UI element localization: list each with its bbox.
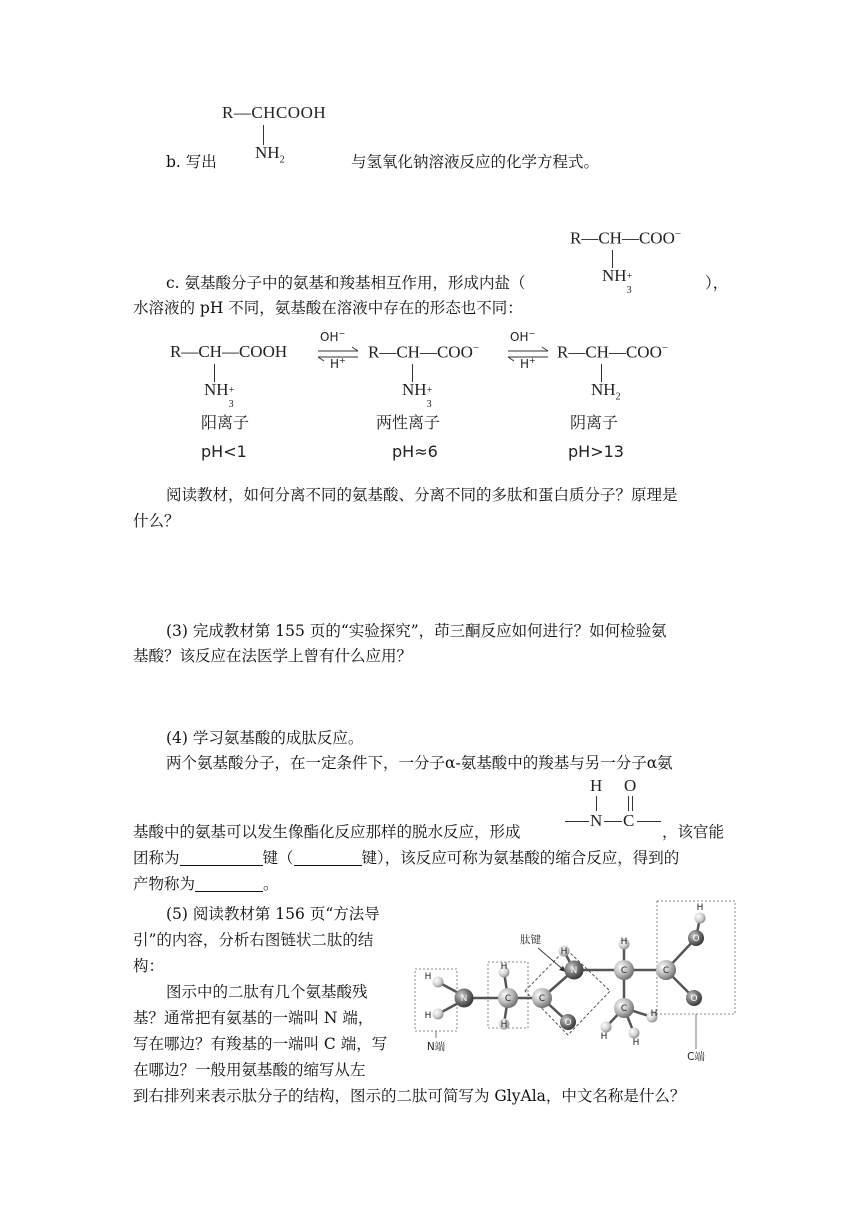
q4-line2a: 基酸中的氨基可以发生像酯化反应那样的脱水反应，形成: [133, 823, 521, 841]
zwitterion-name: 两性离子: [376, 413, 441, 432]
atom-h: H: [632, 1038, 640, 1048]
q5-line6: 写在哪边？有羧基的一端叫 C 端，写: [133, 1035, 388, 1053]
q4-line3b: 键（: [262, 849, 294, 867]
anion-name: 阴离子: [570, 413, 619, 432]
cation-amino: NH + 3: [204, 380, 235, 410]
atom-o: O: [690, 994, 698, 1004]
zwitterion-formula: R—CH—COO−: [368, 342, 480, 362]
q3-line2: 基酸？该反应在法医学上曾有什么应用？: [133, 647, 413, 665]
peptide-bond-label: 肽键: [520, 934, 541, 946]
atom-h: H: [424, 972, 432, 982]
equilibrium-scheme: [170, 330, 730, 470]
answer-blank-3[interactable]: [195, 875, 263, 892]
atom-h: H: [500, 962, 508, 972]
bond-vertical: [263, 125, 264, 145]
q4-line3: [133, 848, 679, 868]
q5-line4: 图示中的二肽有几个氨基酸残: [166, 983, 368, 1001]
amide-group-structure: [565, 776, 661, 832]
b-prefix: b. 写出: [166, 153, 217, 171]
atom-h: H: [424, 1011, 432, 1021]
amino-acid-formula: [222, 103, 352, 173]
q3-line1: (3) 完成教材第 155 页的“实验探究”，茚三酮反应如何进行？如何检验氨: [166, 622, 667, 640]
c-line1: c. 氨基酸分子中的氨基和羧基相互作用，形成内盐（: [166, 274, 526, 292]
arrow2-top-label: OH−: [510, 329, 536, 344]
amide-n: N: [590, 811, 603, 830]
atom-c: C: [620, 1004, 628, 1014]
amide-h: H: [590, 776, 603, 795]
q4-line1: 两个氨基酸分子，在一定条件下，一分子α-氨基酸中的羧基与另一分子α氨: [166, 754, 673, 772]
q5-line2: 引”的内容，分析右图链状二肽的结: [133, 931, 374, 949]
atom-c: C: [620, 966, 628, 976]
q5-line1: (5) 阅读教材第 156 页“方法导: [166, 905, 380, 923]
bond-left: [565, 821, 589, 822]
anion-ph: pH>13: [568, 442, 624, 461]
atom-h: H: [500, 1020, 508, 1030]
bond-c-o-1: [628, 796, 629, 811]
q5-line3: 构：: [133, 957, 165, 975]
cation-ph: pH<1: [201, 442, 247, 461]
bond-n-c: [604, 821, 622, 822]
atom-h: H: [620, 937, 628, 947]
q4-title: (4) 学习氨基酸的成肽反应。: [166, 729, 364, 747]
inner-salt-formula: [570, 228, 720, 296]
atom-o: O: [692, 934, 700, 944]
arrow1-bottom-label: H+: [330, 356, 346, 371]
atom-n: N: [460, 994, 468, 1004]
atom-c: C: [504, 994, 512, 1004]
q4-line3c: 键），该反应可称为氨基酸的缩合反应，得到的: [361, 849, 680, 867]
bond-c-o-2: [632, 796, 633, 811]
c-end-label: C端: [687, 1051, 705, 1063]
amino-group: $NH_2$: [255, 143, 285, 166]
q5-line5: 基？通常把有氨基的一端叫 N 端，: [133, 1009, 374, 1027]
atom-o: O: [564, 1018, 572, 1028]
bond-n-h: [596, 796, 597, 811]
amide-c: C: [623, 811, 635, 830]
arrow2-bottom-label: H+: [520, 356, 536, 371]
bond-right: [637, 821, 661, 822]
anion-amino: $NH_2$: [591, 380, 621, 403]
q4-line2b: ，该官能: [662, 823, 725, 841]
atom-c: C: [538, 994, 546, 1004]
atom-h: H: [560, 947, 568, 957]
atom-c: C: [662, 966, 670, 976]
formula-main: R—CH—COO−: [570, 228, 682, 248]
atom-n: N: [570, 966, 578, 976]
atom-h: H: [696, 903, 704, 913]
zwitterion-ph: pH≈6: [392, 442, 438, 461]
n-end-label: N端: [426, 1041, 446, 1053]
answer-blank-1[interactable]: [180, 849, 263, 866]
formula-line: R—CHCOOH: [222, 103, 327, 122]
amide-o: O: [624, 776, 637, 795]
b-suffix: 与氢氧化钠溶液反应的化学方程式。: [351, 153, 600, 171]
zwitterion-amino: NH + 3: [402, 380, 433, 410]
dipeptide-diagram: [408, 896, 740, 1076]
q4-line4a: 产物称为: [133, 875, 196, 893]
separation-line1: 阅读教材，如何分离不同的氨基酸、分离不同的多肽和蛋白质分子？原理是: [166, 486, 678, 504]
arrow1-top-label: OH−: [320, 329, 346, 344]
ammonium-group: NH + 3: [602, 266, 633, 296]
q4-line4b: 。: [263, 875, 279, 893]
q4-line3a: 团称为: [133, 849, 180, 867]
q5-line7: 在哪边？一般用氨基酸的缩写从左: [133, 1061, 366, 1079]
separation-line2: 什么？: [133, 512, 180, 530]
q4-line4: [133, 874, 279, 894]
answer-blank-2[interactable]: [294, 849, 362, 866]
q5-last-line: 到右排列来表示肽分子的结构，图示的二肽可简写为 GlyAla，中文名称是什么？: [133, 1087, 686, 1105]
anion-formula: R—CH—COO−: [557, 342, 669, 362]
cation-name: 阳离子: [201, 413, 250, 432]
cation-formula: R—CH—COOH: [170, 342, 288, 361]
atom-h: H: [600, 1032, 608, 1042]
c-line2: 水溶液的 pH 不同，氨基酸在溶液中存在的形态也不同：: [133, 299, 523, 317]
c-line1-end: ），: [705, 274, 729, 292]
atom-h: H: [650, 1009, 658, 1019]
